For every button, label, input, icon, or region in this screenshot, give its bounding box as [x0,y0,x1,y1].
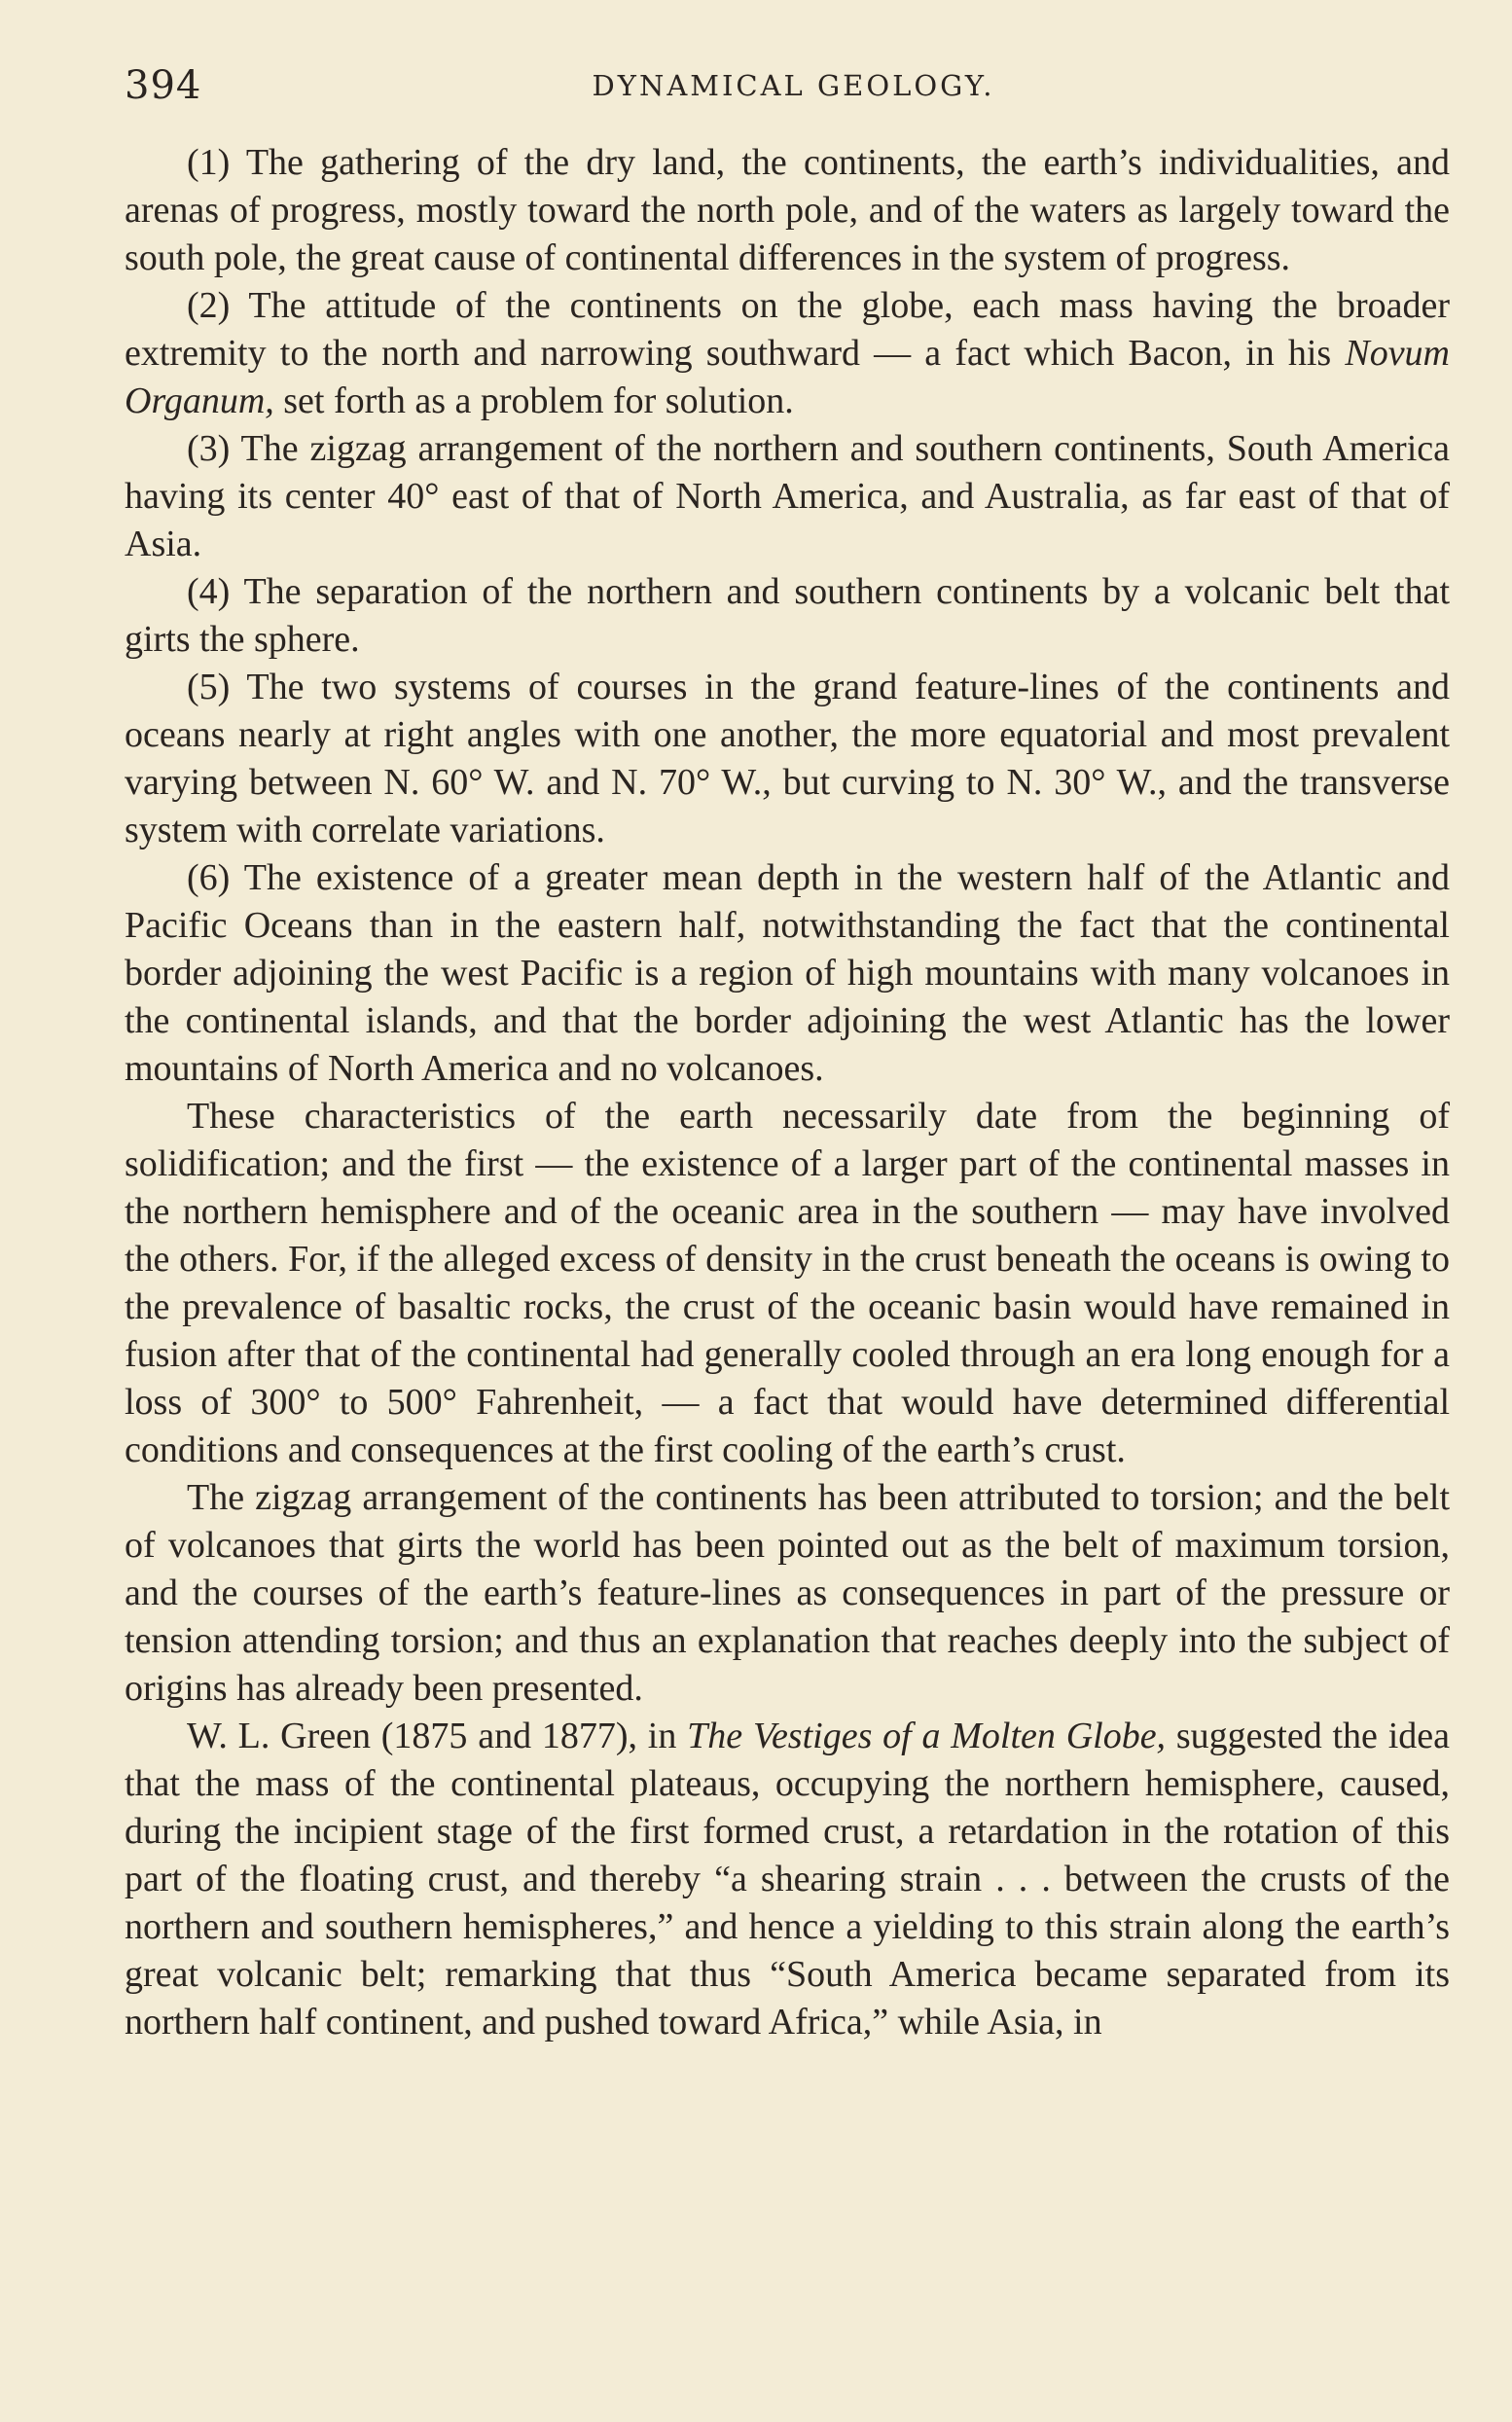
paragraph-6: (6) The existence of a greater mean depth in the western half of the Atlantic and Pacific Oceans than in the eastern half, notwithstanding the fact that the continental border adjoining the west Pacific is a region of high mountains with many volcanoes in the continental islands, and that the border adjoining the west Atlantic has the lower mountains of North America and no volcanoes. [125,857,1450,1089]
paragraph-2-text-b: set forth as a problem for solution. [273,380,794,421]
paragraph-7: These characteristics of the earth necessarily date from the beginning of solidification; and the first — the existence of a larger part of the continental masses in the northern hemisphere and of the oceanic area in the southern — may have involved the others. For, if the alleged excess of density in the crust beneath the oceans is owing to the prevalence of basaltic rocks, the crust of the oceanic basin would have remained in fusion after that of the continental had generally cooled through an era long enough for a loss of 300° to 500° Fahrenheit, — a fact that would have determined differential conditions and consequences at the first cooling of the earth’s crust. [125,1096,1450,1470]
paragraph-5: (5) The two systems of courses in the grand feature-lines of the continents and oceans nearly at right angles with one another, the more equatorial and most prevalent varying between N. 60° W. and N. 70° W., but curving to N. 30° W., and the transverse system with correlate variations. [125,667,1450,850]
page-header [125,56,1462,115]
paragraph-2-italic-title: Novum Organum, [125,333,1450,421]
paragraph-1: (1) The gathering of the dry land, the continents, the earth’s individualities, and arenas of progress, mostly toward the north pole, and of the waters as largely toward the south pole, the great cause of continental differences in the system of progress. [125,142,1450,278]
paragraph-9-text-b: suggested the idea that the mass of the continental plateaus, occupying the northern hemisphere, caused, during the incipient stage of the first formed crust, a retardation in the rotation of this part of the floating crust, and thereby “a shearing strain . . . between the crusts of the northern and southern hemispheres,” and hence a yielding to this strain along the earth’s great volcanic belt; remarking that thus “South America became separated from its northern half continent, and pushed toward Africa,” while Asia, in [125,1716,1450,2042]
paragraph-3: (3) The zigzag arrangement of the northern and southern continents, South America having its center 40° east of that of North America, and Australia, as far east of that of Asia. [125,428,1450,564]
paragraph-9-text-a: W. L. Green (1875 and 1877), in [187,1716,688,1756]
paragraph-9 [125,1713,1450,2046]
paragraph-2-text-a: (2) The attitude of the continents on the globe, each mass having the broader extremity to the north and narrowing southward — a fact which Bacon, in his [125,285,1450,374]
page-number: 394 [125,63,202,108]
paragraph-9-italic-title: The Vestiges of a Molten Globe, [687,1716,1167,1756]
body-text [125,139,1450,2046]
running-head: DYNAMICAL GEOLOGY. [592,69,995,102]
paragraph-4: (4) The separation of the northern and southern continents by a volcanic belt that girts the sphere. [125,571,1450,660]
paragraph-8: The zigzag arrangement of the continents has been attributed to torsion; and the belt of volcanoes that girts the world has been pointed out as the belt of maximum torsion, and the courses of the earth’s feature-lines as consequences in part of the pressure or tension attending torsion; and thus an explanation that reaches deeply into the subject of origins has already been presented. [125,1477,1450,1709]
paragraph-2 [125,282,1450,425]
